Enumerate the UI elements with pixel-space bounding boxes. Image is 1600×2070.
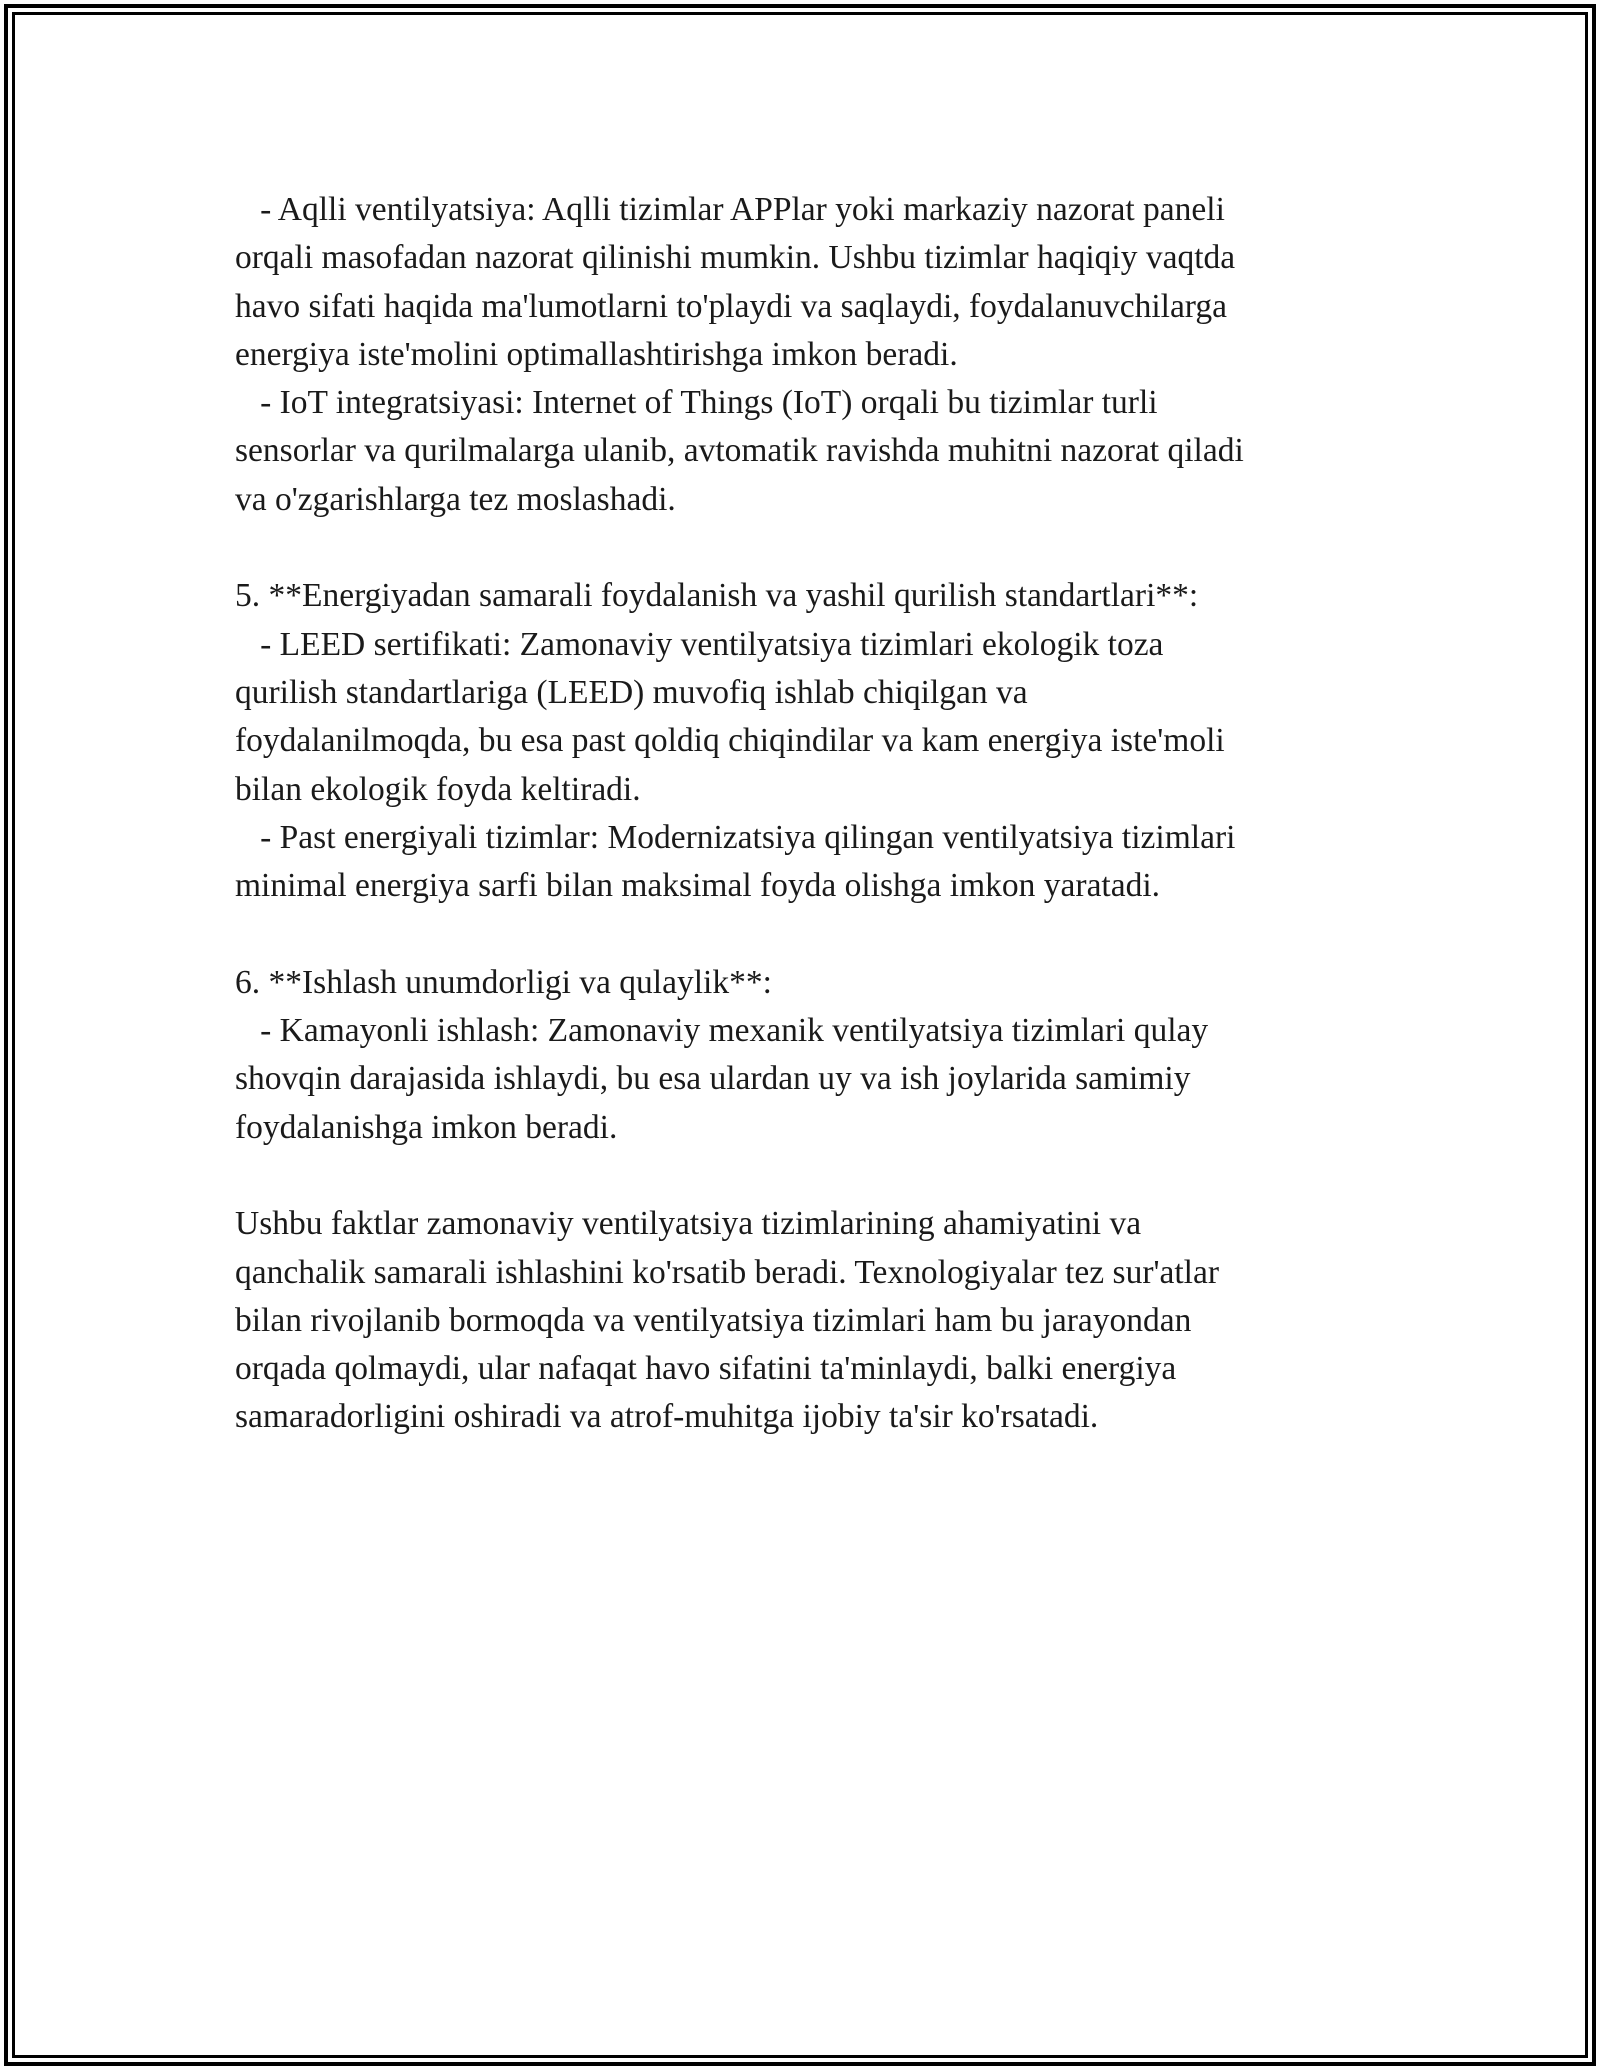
text-line: havo sifati haqida ma'lumotlarni to'playdi va saqlaydi, foydalanuvchilarga: [235, 287, 1227, 325]
text-line: bilan ekologik foyda keltiradi.: [235, 770, 641, 808]
text-line: orqali masofadan nazorat qilinishi mumkin. Ushbu tizimlar haqiqiy vaqtda: [235, 239, 1236, 277]
paragraph-gap: [235, 910, 1365, 958]
text-line: samaradorligini oshiradi va atrof-muhitga ijobiy ta'sir ko'rsatadi.: [235, 1398, 1099, 1436]
text-line: - Kamayonli ishlash: Zamonaviy mexanik ventilyatsiya tizimlari qulay: [235, 1012, 1209, 1050]
text-line: - Aqlli ventilyatsiya: Aqlli tizimlar APPlar yoki markaziy nazorat paneli: [235, 191, 1225, 228]
text-line: Ushbu faktlar zamonaviy ventilyatsiya tizimlarining ahamiyatini va: [235, 1205, 1142, 1243]
text-line: minimal energiya sarfi bilan maksimal foyda olishga imkon yaratadi.: [235, 867, 1161, 905]
text-line: energiya iste'molini optimallashtirishga imkon beradi.: [235, 335, 958, 373]
section-heading: 6. **Ishlash unumdorligi va qulaylik**:: [235, 963, 772, 1001]
text-line: - Past energiyali tizimlar: Modernizatsiya qilingan ventilyatsiya tizimlari: [235, 818, 1236, 856]
document-body: [235, 186, 1365, 1442]
paragraph-gap: [235, 1152, 1365, 1200]
text-line: va o'zgarishlarga tez moslashadi.: [235, 480, 676, 518]
text-line: orqada qolmaydi, ular nafaqat havo sifatini ta'minlaydi, balki energiya: [235, 1350, 1177, 1388]
text-line: qanchalik samarali ishlashini ko'rsatib beradi. Texnologiyalar tez sur'atlar: [235, 1253, 1220, 1291]
text-line: qurilish standartlariga (LEED) muvofiq ishlab chiqilgan va: [235, 673, 1028, 711]
text-line: bilan rivojlanib bormoqda va ventilyatsiya tizimlari ham bu jarayondan: [235, 1301, 1192, 1339]
text-line: - LEED sertifikati: Zamonaviy ventilyatsiya tizimlari ekologik toza: [235, 625, 1164, 663]
text-line: - IoT integratsiyasi: Internet of Things (IoT) orqali bu tizimlar turli: [235, 384, 1158, 422]
text-line: foydalanishga imkon beradi.: [235, 1108, 618, 1146]
text-line: sensorlar va qurilmalarga ulanib, avtomatik ravishda muhitni nazorat qiladi: [235, 432, 1244, 470]
section-heading: 5. **Energiyadan samarali foydalanish va yashil qurilish standartlari**:: [235, 577, 1199, 615]
paragraph-gap: [235, 524, 1365, 572]
text-line: shovqin darajasida ishlaydi, bu esa ulardan uy va ish joylarida samimiy: [235, 1060, 1191, 1098]
text-line: foydalanilmoqda, bu esa past qoldiq chiqindilar va kam energiya iste'moli: [235, 722, 1225, 760]
